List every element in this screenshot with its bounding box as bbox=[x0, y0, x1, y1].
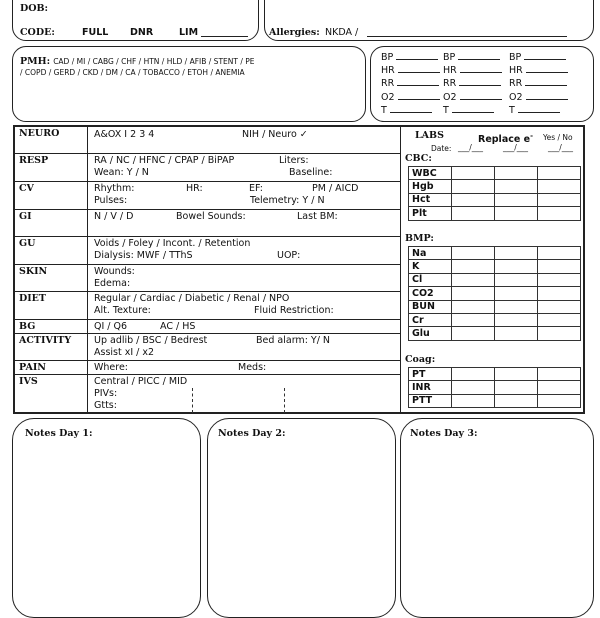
allergies-label: Allergies: bbox=[269, 27, 320, 38]
bg-timing-options[interactable]: AC / HS bbox=[160, 321, 196, 332]
lab-value-cell[interactable] bbox=[538, 247, 581, 260]
replace-e-label: Replace e bbox=[478, 134, 531, 146]
vital-t-field[interactable] bbox=[443, 104, 494, 117]
coag-table bbox=[408, 367, 581, 408]
lab-value-cell[interactable] bbox=[495, 327, 538, 340]
notes-day-3-label: Notes Day 3: bbox=[410, 428, 478, 439]
vital-label: RR bbox=[509, 78, 523, 90]
lab-value-cell[interactable] bbox=[495, 368, 538, 381]
lab-row bbox=[409, 381, 581, 394]
vital-label: O2 bbox=[443, 91, 457, 103]
lab-name: CO2 bbox=[409, 287, 452, 300]
row-ivs bbox=[15, 375, 400, 414]
lab-value-cell[interactable] bbox=[538, 193, 581, 206]
vital-hr-field[interactable] bbox=[381, 64, 440, 77]
date-field-3[interactable]: ___/___ bbox=[548, 143, 574, 152]
vital-label: O2 bbox=[381, 91, 395, 103]
baseline-field[interactable]: Baseline: bbox=[289, 167, 333, 178]
vital-bp-field[interactable] bbox=[443, 51, 500, 64]
aox-options[interactable]: A&OX I 2 3 4 bbox=[94, 129, 155, 140]
lab-row bbox=[409, 273, 581, 286]
vital-blank[interactable] bbox=[397, 77, 439, 86]
liters-field[interactable]: Liters: bbox=[279, 155, 309, 166]
lab-value-cell[interactable] bbox=[538, 327, 581, 340]
code-lim[interactable]: LIM bbox=[179, 27, 199, 38]
replace-e-sup: - bbox=[530, 132, 533, 140]
vital-bp-field[interactable] bbox=[509, 51, 566, 64]
vital-blank[interactable] bbox=[460, 64, 502, 73]
date-label: Date: bbox=[431, 144, 452, 153]
lab-name: BUN bbox=[409, 300, 452, 313]
label-gi: GI bbox=[19, 211, 32, 222]
date-field-2[interactable]: ___/___ bbox=[503, 143, 529, 152]
gu-options[interactable]: Voids / Foley / Incont. / Retention bbox=[94, 238, 251, 249]
lab-name: K bbox=[409, 260, 452, 273]
lab-value-cell[interactable] bbox=[495, 313, 538, 326]
vital-bp-field[interactable] bbox=[381, 51, 438, 64]
lab-row bbox=[409, 313, 581, 326]
lab-value-cell[interactable] bbox=[452, 313, 495, 326]
row-cv bbox=[15, 182, 400, 210]
vital-blank[interactable] bbox=[398, 91, 440, 100]
lab-name: PTT bbox=[409, 394, 452, 407]
bmp-table bbox=[408, 246, 581, 341]
vital-t-field[interactable] bbox=[509, 104, 560, 117]
lab-value-cell[interactable] bbox=[538, 167, 581, 180]
coag-label: Coag: bbox=[405, 354, 436, 365]
vital-blank[interactable] bbox=[458, 51, 500, 60]
lab-value-cell[interactable] bbox=[495, 207, 538, 220]
vital-label: BP bbox=[509, 52, 522, 63]
vital-rr-field[interactable] bbox=[509, 77, 567, 90]
lab-value-cell[interactable] bbox=[452, 287, 495, 300]
nvd-options[interactable]: N / V / D bbox=[94, 211, 134, 222]
diet-options[interactable]: Regular / Cardiac / Diabetic / Renal / NPO bbox=[94, 293, 290, 304]
vital-label: O2 bbox=[509, 91, 523, 103]
lab-value-cell[interactable] bbox=[452, 247, 495, 260]
pmh-label: PMH: bbox=[20, 56, 51, 67]
lab-row bbox=[409, 207, 581, 220]
vital-label: HR bbox=[509, 65, 523, 77]
vital-label: HR bbox=[443, 65, 457, 77]
lab-value-cell[interactable] bbox=[538, 313, 581, 326]
cbc-label: CBC: bbox=[405, 153, 432, 164]
lab-value-cell[interactable] bbox=[538, 394, 581, 407]
edema-field[interactable]: Edema: bbox=[94, 278, 131, 289]
alt-texture-field[interactable]: Alt. Texture: bbox=[94, 305, 151, 316]
row-resp bbox=[15, 154, 400, 182]
vital-blank[interactable] bbox=[526, 91, 568, 100]
lab-row bbox=[409, 327, 581, 340]
bg-frequency-options[interactable]: QI / Q6 bbox=[94, 321, 128, 332]
vital-blank[interactable] bbox=[390, 104, 432, 113]
wean-field[interactable]: Wean: Y / N bbox=[94, 167, 149, 178]
lab-value-cell[interactable] bbox=[538, 273, 581, 286]
vitals-box bbox=[370, 46, 594, 122]
resp-options[interactable]: RA / NC / HFNC / CPAP / BiPAP bbox=[94, 155, 235, 166]
systems-table bbox=[13, 125, 585, 414]
vital-blank[interactable] bbox=[460, 91, 502, 100]
lab-value-cell[interactable] bbox=[538, 260, 581, 273]
lab-row bbox=[409, 167, 581, 180]
lab-value-cell[interactable] bbox=[452, 394, 495, 407]
lab-name: Plt bbox=[409, 207, 452, 220]
lab-value-cell[interactable] bbox=[495, 287, 538, 300]
label-bg: BG bbox=[19, 321, 36, 332]
label-pain: PAIN bbox=[19, 362, 46, 373]
lab-value-cell[interactable] bbox=[495, 167, 538, 180]
row-neuro bbox=[15, 127, 400, 154]
ef-field[interactable]: EF: bbox=[249, 183, 263, 194]
vital-hr-field[interactable] bbox=[509, 64, 568, 77]
ivs-divider bbox=[284, 388, 285, 413]
lab-row bbox=[409, 247, 581, 260]
code-label: CODE: bbox=[20, 27, 55, 38]
lab-value-cell[interactable] bbox=[495, 300, 538, 313]
vital-blank[interactable] bbox=[518, 104, 560, 113]
lab-row bbox=[409, 287, 581, 300]
label-cv: CV bbox=[19, 183, 34, 194]
row-gi bbox=[15, 210, 400, 237]
vital-blank[interactable] bbox=[459, 77, 501, 86]
lab-name: Na bbox=[409, 247, 452, 260]
lab-row bbox=[409, 180, 581, 193]
fluid-restriction-field[interactable]: Fluid Restriction: bbox=[254, 305, 334, 316]
label-resp: RESP bbox=[19, 155, 49, 166]
vital-blank[interactable] bbox=[525, 77, 567, 86]
lab-value-cell[interactable] bbox=[452, 300, 495, 313]
bmp-label: BMP: bbox=[405, 233, 434, 244]
lab-value-cell[interactable] bbox=[495, 273, 538, 286]
lab-row bbox=[409, 300, 581, 313]
vital-label: T bbox=[443, 104, 449, 116]
cbc-table bbox=[408, 166, 581, 221]
ivs-divider bbox=[192, 388, 193, 413]
label-skin: SKIN bbox=[19, 266, 48, 277]
lab-value-cell[interactable] bbox=[538, 207, 581, 220]
nih-neuro-check[interactable]: NIH / Neuro ✓ bbox=[242, 129, 308, 140]
allergies-field[interactable] bbox=[367, 28, 567, 37]
lab-value-cell[interactable] bbox=[495, 180, 538, 193]
row-pain bbox=[15, 361, 400, 375]
code-full[interactable]: FULL bbox=[82, 27, 109, 38]
lab-name: Cr bbox=[409, 313, 452, 326]
row-skin bbox=[15, 265, 400, 292]
lab-value-cell[interactable] bbox=[452, 368, 495, 381]
label-neuro: NEURO bbox=[19, 128, 60, 139]
lab-row bbox=[409, 394, 581, 407]
vital-o2-field[interactable] bbox=[381, 91, 440, 104]
vital-t-field[interactable] bbox=[381, 104, 432, 117]
labs-title: LABS bbox=[415, 130, 444, 141]
vital-blank[interactable] bbox=[398, 64, 440, 73]
iv-access-options[interactable]: Central / PICC / MID bbox=[94, 376, 188, 387]
vital-label: HR bbox=[381, 65, 395, 77]
vital-blank[interactable] bbox=[524, 51, 566, 60]
lab-row bbox=[409, 368, 581, 381]
vital-hr-field[interactable] bbox=[443, 64, 502, 77]
vital-o2-field[interactable] bbox=[509, 91, 568, 104]
lab-value-cell[interactable] bbox=[538, 368, 581, 381]
activity-options[interactable]: Up adlib / BSC / Bedrest bbox=[94, 335, 208, 346]
lab-value-cell[interactable] bbox=[452, 381, 495, 394]
code-dnr[interactable]: DNR bbox=[130, 27, 154, 38]
uop-field[interactable]: UOP: bbox=[277, 250, 301, 261]
row-diet bbox=[15, 292, 400, 320]
label-activity: ACTIVITY bbox=[19, 335, 72, 346]
last-bm-field[interactable]: Last BM: bbox=[297, 211, 338, 222]
bed-alarm-field[interactable]: Bed alarm: Y/ N bbox=[256, 335, 331, 346]
lab-value-cell[interactable] bbox=[495, 247, 538, 260]
pm-aicd-options[interactable]: PM / AICD bbox=[312, 183, 359, 194]
vital-rr-field[interactable] bbox=[443, 77, 501, 90]
notes-day-2-label: Notes Day 2: bbox=[218, 428, 286, 439]
labs-panel bbox=[400, 127, 587, 412]
notes-day-3[interactable] bbox=[400, 418, 594, 618]
pain-meds-field[interactable]: Meds: bbox=[238, 362, 267, 373]
assist-options[interactable]: Assist xI / x2 bbox=[94, 347, 155, 358]
row-activity bbox=[15, 334, 400, 361]
lab-name: Hct bbox=[409, 193, 452, 206]
lab-value-cell[interactable] bbox=[452, 180, 495, 193]
label-ivs: IVS bbox=[19, 376, 38, 387]
allergies-nkda: NKDA / bbox=[325, 27, 359, 38]
bowel-sounds-field[interactable]: Bowel Sounds: bbox=[176, 211, 246, 222]
pain-where-field[interactable]: Where: bbox=[94, 362, 129, 373]
lab-value-cell[interactable] bbox=[495, 381, 538, 394]
notes-day-1[interactable] bbox=[12, 418, 201, 618]
row-gu bbox=[15, 237, 400, 265]
pmh-line1: CAD / MI / CABG / CHF / HTN / HLD / AFIB / STENT / PE bbox=[53, 57, 255, 66]
patient-info-box bbox=[12, 0, 259, 41]
date-field-1[interactable]: ___/___ bbox=[458, 143, 484, 152]
vital-label: T bbox=[509, 104, 515, 116]
vital-rr-field[interactable] bbox=[381, 77, 439, 90]
lab-value-cell[interactable] bbox=[452, 207, 495, 220]
label-gu: GU bbox=[19, 238, 36, 249]
rhythm-field[interactable]: Rhythm: bbox=[94, 183, 135, 194]
hr-field[interactable]: HR: bbox=[186, 183, 203, 194]
lab-value-cell[interactable] bbox=[495, 394, 538, 407]
label-diet: DIET bbox=[19, 293, 46, 304]
lab-value-cell[interactable] bbox=[538, 300, 581, 313]
lab-name: WBC bbox=[409, 167, 452, 180]
row-bg bbox=[15, 320, 400, 334]
dialysis-field[interactable]: Dialysis: MWF / TThS bbox=[94, 250, 193, 261]
allergies-box bbox=[264, 0, 594, 41]
code-lim-field[interactable] bbox=[201, 28, 248, 37]
lab-name: Glu bbox=[409, 327, 452, 340]
lab-name: Cl bbox=[409, 273, 452, 286]
vital-blank[interactable] bbox=[396, 51, 438, 60]
vital-o2-field[interactable] bbox=[443, 91, 502, 104]
dob-label: DOB: bbox=[20, 3, 49, 14]
notes-day-2[interactable] bbox=[207, 418, 396, 618]
lab-value-cell[interactable] bbox=[495, 260, 538, 273]
pivs-field[interactable]: PIVs: bbox=[94, 388, 118, 399]
lab-value-cell[interactable] bbox=[452, 327, 495, 340]
lab-name: PT bbox=[409, 368, 452, 381]
lab-value-cell[interactable] bbox=[538, 381, 581, 394]
wounds-field[interactable]: Wounds: bbox=[94, 266, 135, 277]
vital-label: T bbox=[381, 104, 387, 116]
lab-name: Hgb bbox=[409, 180, 452, 193]
vital-blank[interactable] bbox=[526, 64, 568, 73]
vital-blank[interactable] bbox=[452, 104, 494, 113]
gtts-field[interactable]: Gtts: bbox=[94, 400, 117, 411]
lab-value-cell[interactable] bbox=[538, 180, 581, 193]
lab-value-cell[interactable] bbox=[452, 273, 495, 286]
lab-value-cell[interactable] bbox=[452, 193, 495, 206]
vital-label: RR bbox=[443, 78, 457, 90]
vital-label: RR bbox=[381, 78, 395, 90]
telemetry-field[interactable]: Telemetry: Y / N bbox=[250, 195, 325, 206]
lab-row bbox=[409, 260, 581, 273]
vital-label: BP bbox=[381, 52, 394, 63]
pmh-line2: / COPD / GERD / CKD / DM / CA / TOBACCO / ETOH / ANEMIA bbox=[20, 68, 245, 77]
lab-value-cell[interactable] bbox=[495, 193, 538, 206]
pulses-field[interactable]: Pulses: bbox=[94, 195, 128, 206]
lab-value-cell[interactable] bbox=[452, 167, 495, 180]
notes-day-1-label: Notes Day 1: bbox=[25, 428, 93, 439]
vital-label: BP bbox=[443, 52, 456, 63]
lab-name: INR bbox=[409, 381, 452, 394]
pmh-box bbox=[12, 46, 366, 122]
lab-value-cell[interactable] bbox=[452, 260, 495, 273]
lab-row bbox=[409, 193, 581, 206]
replace-yes-no[interactable]: Yes / No bbox=[543, 133, 573, 142]
lab-value-cell[interactable] bbox=[538, 287, 581, 300]
